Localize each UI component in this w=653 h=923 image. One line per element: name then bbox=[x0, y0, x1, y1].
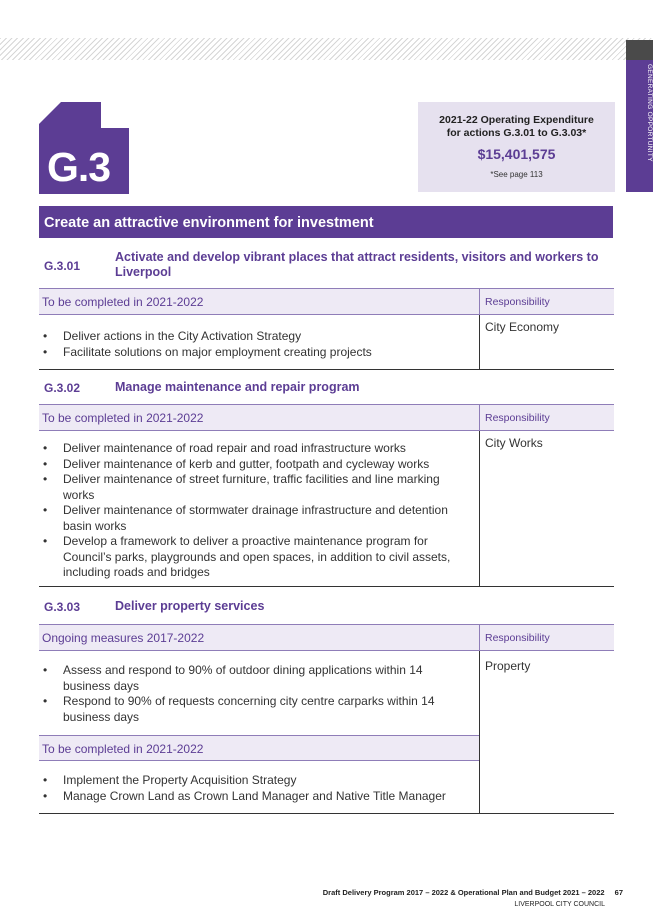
list-item: • Manage Crown Land as Crown Land Manager and Native Title Manager bbox=[63, 789, 473, 805]
action-list bbox=[63, 441, 473, 581]
side-tab-cap bbox=[626, 40, 653, 60]
section-banner: Create an attractive environment for investment bbox=[39, 206, 613, 238]
action-title: Activate and develop vibrant places that attract residents, visitors and workers to Liverpool bbox=[115, 250, 599, 279]
footer-title-text: Draft Delivery Program 2017 – 2022 & Operational Plan and Budget 2021 – 2022 bbox=[322, 888, 605, 897]
table-body bbox=[39, 651, 614, 813]
table-subheader bbox=[39, 735, 479, 761]
column-divider bbox=[479, 431, 480, 586]
table-header bbox=[39, 289, 614, 315]
table-subheader-label: To be completed in 2021-2022 bbox=[42, 742, 204, 756]
action-code: G.3.03 bbox=[44, 600, 81, 614]
action-code: G.3.01 bbox=[44, 259, 81, 273]
responsibility-value: Property bbox=[485, 659, 531, 673]
table-header-label: To be completed in 2021-2022 bbox=[42, 411, 204, 425]
table-header bbox=[39, 625, 614, 651]
column-divider bbox=[479, 315, 480, 369]
action-title: Deliver property services bbox=[115, 599, 265, 613]
responsibility-value: City Economy bbox=[485, 320, 560, 334]
responsibility-header: Responsibility bbox=[485, 412, 550, 424]
action-list bbox=[63, 773, 473, 804]
action-title: Manage maintenance and repair program bbox=[115, 380, 360, 394]
list-item: • Facilitate solutions on major employment creating projects bbox=[63, 345, 473, 361]
column-divider bbox=[479, 651, 480, 813]
expenditure-note: *See page 113 bbox=[490, 170, 543, 179]
list-item: • Deliver maintenance of street furniture, traffic facilities and line marking works bbox=[63, 472, 473, 503]
side-tab-label: GENERATING OPPORTUNITY bbox=[646, 64, 653, 162]
goal-badge bbox=[39, 102, 129, 194]
expenditure-amount: $15,401,575 bbox=[477, 146, 556, 162]
expenditure-line2: for actions G.3.01 to G.3.03* bbox=[446, 127, 587, 139]
page-number: 67 bbox=[614, 888, 623, 897]
action-list bbox=[63, 329, 473, 360]
expenditure-box bbox=[418, 102, 615, 192]
table-header-label: Ongoing measures 2017-2022 bbox=[42, 631, 205, 645]
list-item: • Assess and respond to 90% of outdoor dining applications within 14 business days bbox=[63, 663, 473, 694]
responsibility-header: Responsibility bbox=[485, 632, 550, 644]
action-list bbox=[63, 663, 473, 725]
list-item: • Deliver maintenance of kerb and gutter, footpath and cycleway works bbox=[63, 457, 473, 473]
action-table bbox=[39, 404, 614, 587]
expenditure-line1: 2021-22 Operating Expenditure bbox=[439, 114, 594, 126]
table-body bbox=[39, 315, 614, 369]
table-header-label: To be completed in 2021-2022 bbox=[42, 295, 204, 309]
list-item: • Deliver maintenance of road repair and road infrastructure works bbox=[63, 441, 473, 457]
list-item: • Implement the Property Acquisition Strategy bbox=[63, 773, 473, 789]
table-header bbox=[39, 405, 614, 431]
list-item: • Develop a framework to deliver a proactive maintenance program for Council’s parks, playgrounds and open spaces, in addition to civil assets, including roads and bridges bbox=[63, 534, 473, 581]
action-code: G.3.02 bbox=[44, 381, 81, 395]
action-table bbox=[39, 288, 614, 370]
footer-council: LIVERPOOL CITY COUNCIL bbox=[514, 901, 605, 908]
footer-title bbox=[323, 888, 623, 897]
list-item: • Deliver maintenance of stormwater drainage infrastructure and detention basin works bbox=[63, 503, 473, 534]
responsibility-header: Responsibility bbox=[485, 296, 550, 308]
table-body bbox=[39, 431, 614, 586]
column-divider bbox=[479, 625, 480, 650]
goal-code: G.3 bbox=[47, 144, 111, 190]
hatched-header-band bbox=[0, 38, 653, 60]
list-item: • Respond to 90% of requests concerning city centre carparks within 14 business days bbox=[63, 694, 473, 725]
column-divider bbox=[479, 289, 480, 314]
action-table bbox=[39, 624, 614, 814]
list-item: • Deliver actions in the City Activation Strategy bbox=[63, 329, 473, 345]
responsibility-value: City Works bbox=[485, 436, 543, 450]
column-divider bbox=[479, 405, 480, 430]
